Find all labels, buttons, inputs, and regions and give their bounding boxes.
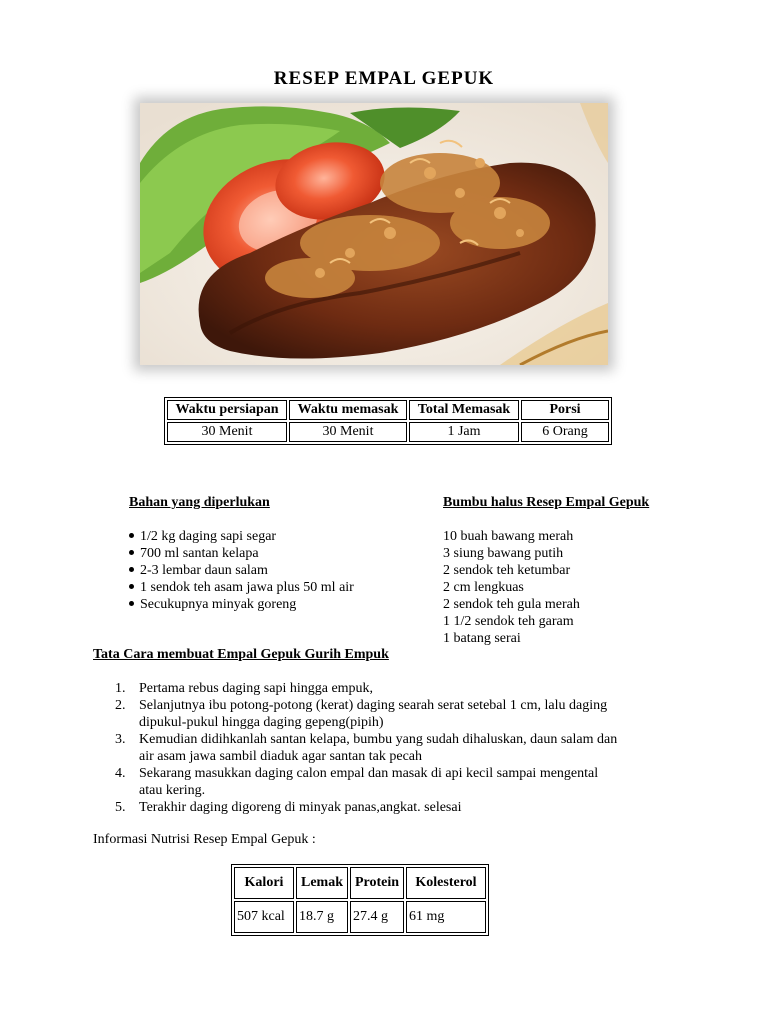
value-kolesterol: 61 mg <box>406 901 486 933</box>
bahan-item-text: 1 sendok teh asam jawa plus 50 ml air <box>140 580 354 595</box>
list-item: 1 1/2 sendok teh garam <box>443 614 574 629</box>
header-total-memasak: Total Memasak <box>409 400 519 420</box>
header-kolesterol: Kolesterol <box>406 867 486 899</box>
value-protein: 27.4 g <box>350 901 404 933</box>
step-number: 3. <box>115 732 126 747</box>
header-protein: Protein <box>350 867 404 899</box>
header-waktu-persiapan: Waktu persiapan <box>167 400 287 420</box>
bullet-icon <box>129 584 134 589</box>
bullet-icon <box>129 550 134 555</box>
list-item <box>129 596 354 613</box>
list-item <box>93 680 693 697</box>
food-photo <box>140 103 608 365</box>
list-item <box>129 545 354 562</box>
list-item <box>93 799 693 816</box>
bahan-heading: Bahan yang diperlukan <box>129 495 270 510</box>
step-text: atau kering. <box>139 783 206 798</box>
header-lemak: Lemak <box>296 867 348 899</box>
steps-list <box>93 680 693 816</box>
step-number: 4. <box>115 766 126 781</box>
time-table <box>164 397 612 445</box>
list-item <box>93 697 693 731</box>
bullet-icon <box>129 533 134 538</box>
bullet-icon <box>129 567 134 572</box>
step-number: 5. <box>115 800 126 815</box>
step-text: Kemudian didihkanlah santan kelapa, bumbu yang sudah dihaluskan, daun salam dan <box>139 732 618 747</box>
bahan-item-text: 1/2 kg daging sapi segar <box>140 529 277 544</box>
bahan-item-text: 700 ml santan kelapa <box>140 546 259 561</box>
value-kalori: 507 kcal <box>234 901 294 933</box>
header-waktu-memasak: Waktu memasak <box>289 400 407 420</box>
list-item: 2 cm lengkuas <box>443 580 524 595</box>
list-item <box>129 528 354 545</box>
list-item: 2 sendok teh ketumbar <box>443 563 571 578</box>
bahan-item-text: Secukupnya minyak goreng <box>140 597 297 612</box>
step-text: dipukul-pukul hingga daging gepeng(pipih) <box>139 715 384 730</box>
bahan-list <box>129 528 354 613</box>
list-item: 2 sendok teh gula merah <box>443 597 580 612</box>
step-text: air asam jawa sambil diaduk agar santan tak pecah <box>139 749 422 764</box>
header-kalori: Kalori <box>234 867 294 899</box>
step-number: 1. <box>115 681 126 696</box>
list-item <box>93 765 693 799</box>
nutrition-intro: Informasi Nutrisi Resep Empal Gepuk : <box>93 832 316 847</box>
value-waktu-memasak: 30 Menit <box>289 422 407 442</box>
value-waktu-persiapan: 30 Menit <box>167 422 287 442</box>
step-text: Selanjutnya ibu potong-potong (kerat) daging searah serat setebal 1 cm, lalu daging <box>139 698 608 713</box>
bullet-icon <box>129 601 134 606</box>
step-text: Sekarang masukkan daging calon empal dan masak di api kecil sampai mengental <box>139 766 599 781</box>
step-number: 2. <box>115 698 126 713</box>
bumbu-list <box>443 528 580 647</box>
list-item <box>93 731 693 765</box>
value-total-memasak: 1 Jam <box>409 422 519 442</box>
list-item <box>129 562 354 579</box>
header-porsi: Porsi <box>521 400 609 420</box>
step-text: Pertama rebus daging sapi hingga empuk, <box>139 681 374 696</box>
list-item: 3 siung bawang putih <box>443 546 564 561</box>
bumbu-heading: Bumbu halus Resep Empal Gepuk <box>443 495 650 510</box>
value-lemak: 18.7 g <box>296 901 348 933</box>
list-item <box>129 579 354 596</box>
value-porsi: 6 Orang <box>521 422 609 442</box>
list-item: 1 batang serai <box>443 631 521 646</box>
tata-cara-heading: Tata Cara membuat Empal Gepuk Gurih Empuk <box>93 647 389 662</box>
page-title: RESEP EMPAL GEPUK <box>273 68 495 89</box>
nutrition-table <box>231 864 489 936</box>
bahan-item-text: 2-3 lembar daun salam <box>140 563 268 578</box>
step-text: Terakhir daging digoreng di minyak panas,angkat. selesai <box>139 800 462 815</box>
list-item: 10 buah bawang merah <box>443 529 574 544</box>
